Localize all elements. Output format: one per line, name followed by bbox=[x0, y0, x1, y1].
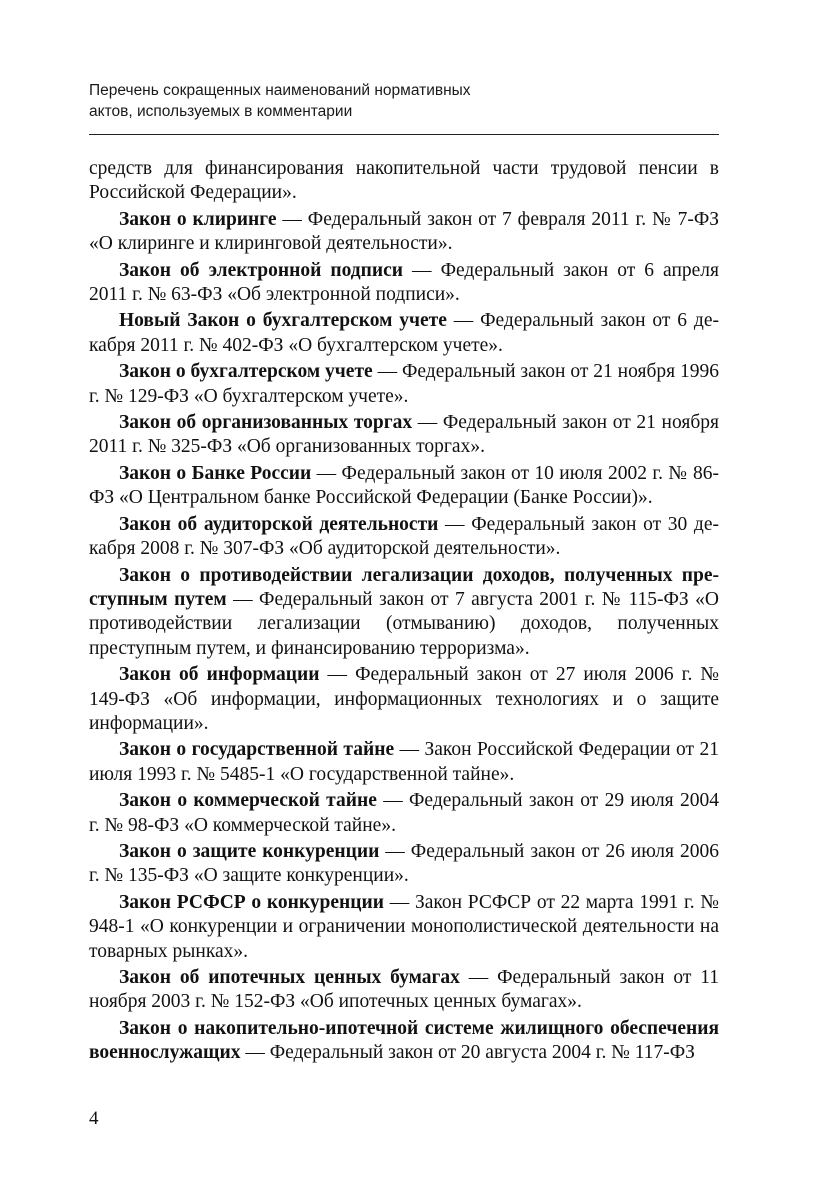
definition-term: Закон о Банке России bbox=[119, 462, 312, 484]
header-divider bbox=[89, 134, 719, 135]
definition-entry bbox=[89, 360, 719, 409]
page-number: 4 bbox=[89, 1108, 99, 1129]
definition-text: — Закон Российской Федерации от 21 июля 1993 г. № 5485-1 «О государственной тайне». bbox=[89, 739, 719, 785]
definition-entry bbox=[89, 513, 719, 562]
definition-entry bbox=[89, 564, 719, 662]
definition-entry bbox=[89, 840, 719, 889]
definition-text: — Федеральный закон от 29 июля 2004 г. № 98-ФЗ «О коммерческой тайне». bbox=[89, 790, 719, 836]
definition-term: Закон о коммерческой тайне bbox=[119, 790, 377, 812]
definition-entry bbox=[89, 663, 719, 736]
definition-text: — Федеральный закон от 10 июля 2002 г. № 86-ФЗ «О Центральном банке Российской Федерации (Банке России)». bbox=[89, 462, 719, 509]
definition-text: — Федеральный закон от 6 апреля 2011 г. № 63-ФЗ «Об электронной подписи». bbox=[89, 259, 719, 306]
definition-entry bbox=[89, 891, 719, 964]
definition-entry bbox=[89, 966, 719, 1015]
definition-term: Закон о защите конкуренции bbox=[119, 840, 380, 862]
definition-text: — Федеральный закон от 26 июля 2006 г. № 135-ФЗ «О защите конкуренции». bbox=[89, 840, 719, 887]
definition-entry bbox=[89, 309, 719, 358]
definition-term: Закон об аудиторской деятельности bbox=[119, 513, 439, 535]
definition-entry bbox=[89, 462, 719, 511]
definition-entry bbox=[89, 208, 719, 257]
definition-entry bbox=[89, 738, 719, 787]
running-header bbox=[89, 80, 729, 122]
definition-entry bbox=[89, 411, 719, 460]
definition-term: Закон о государственной тайне bbox=[119, 739, 395, 761]
definition-term: Закон об организованных торгах bbox=[119, 412, 413, 434]
definition-term: Закон о бухгалтерском учете bbox=[119, 361, 373, 383]
running-header-line-2: актов, используемых в комментарии bbox=[89, 103, 353, 120]
definition-term: Закон РСФСР о конкуренции bbox=[119, 891, 385, 913]
definition-entry bbox=[89, 1017, 719, 1066]
definition-term: Закон о накопительно-ипотечной системе жилищного обеспечения военнослужащих bbox=[89, 1017, 719, 1064]
definition-text: — Федеральный закон от 6 декабря 2011 г. № 402-ФЗ «О бухгалтерском учете». bbox=[89, 310, 719, 356]
definition-term: Закон о противодействии легализации доходов, полученных преступным путем bbox=[89, 564, 719, 610]
definition-text: — Федеральный закон от 21 ноября 2011 г. № 325-ФЗ «Об организованных торгах». bbox=[89, 412, 719, 458]
definition-term: Закон об ипотечных ценных бумагах bbox=[119, 967, 460, 988]
definition-term: Новый Закон о бухгалтерском учете bbox=[119, 310, 447, 332]
running-header-line-1: Перечень сокращенных наименований нормативных bbox=[89, 82, 471, 99]
definition-term: Закон о клиринге bbox=[119, 208, 277, 230]
definition-text: — Федеральный закон от 7 февраля 2011 г. № 7-ФЗ «О клиринге и клиринговой деятельности». bbox=[89, 208, 719, 255]
page-body bbox=[89, 157, 719, 1068]
definition-text: — Федеральный закон от 27 июля 2006 г. № 149-ФЗ «Об информации, информационных технологиях и о защите информации». bbox=[89, 664, 720, 734]
definition-text: — Федеральный закон от 11 ноября 2003 г. № 152-ФЗ «Об ипотечных ценных бумагах». bbox=[89, 967, 719, 1013]
definition-term: Закон об информации bbox=[119, 664, 320, 686]
continuation-paragraph: средств для финансирования накопительной части трудовой пенсии в Российской Федерации». bbox=[89, 158, 719, 204]
definition-text: — Федеральный закон от 20 августа 2004 г. № 117-ФЗ bbox=[240, 1042, 695, 1064]
definition-text: — Федеральный закон от 21 ноября 1996 г. № 129-ФЗ «О бухгалтерском учете». bbox=[89, 361, 719, 407]
definition-entry bbox=[89, 259, 719, 308]
definition-entry bbox=[89, 789, 719, 838]
definition-text: — Закон РСФСР от 22 марта 1991 г. № 948-1 «О конкуренции и ограничении монополистической деятельности на товарных рынках». bbox=[89, 891, 719, 962]
definition-text: — Федеральный закон от 7 августа 2001 г. № 115-ФЗ «О противодействии легализации (отмыванию) доходов, полученных преступным путем, и финансированию терроризма». bbox=[89, 588, 719, 659]
definition-term: Закон об электронной подписи bbox=[119, 259, 404, 281]
definition-text: — Федеральный закон от 30 декабря 2008 г. № 307-ФЗ «Об аудиторской деятельности». bbox=[89, 513, 720, 560]
